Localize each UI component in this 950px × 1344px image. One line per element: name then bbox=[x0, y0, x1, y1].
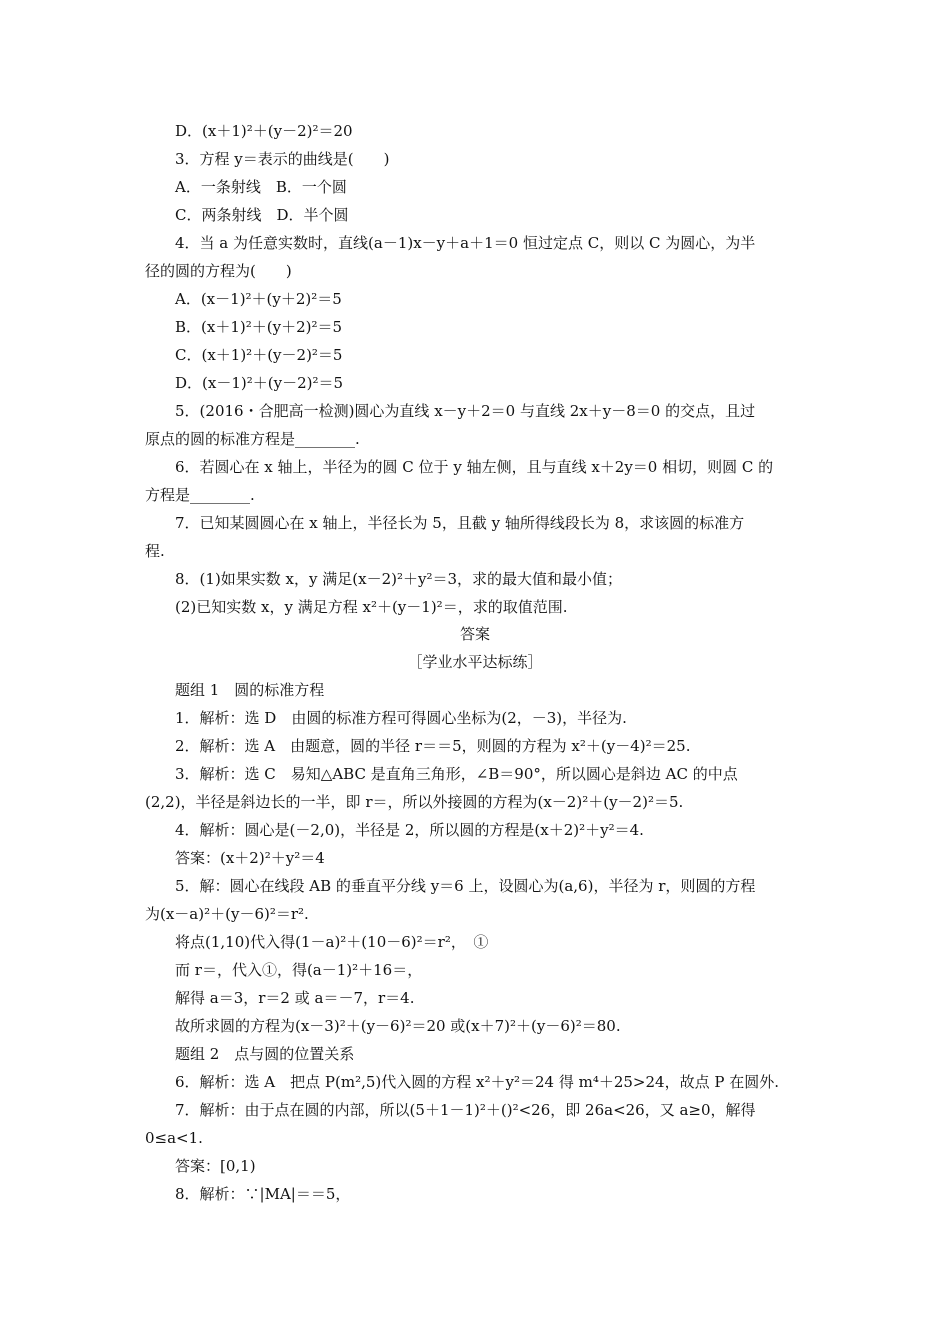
options-q3-cd: C．两条射线 D．半个圆 bbox=[175, 206, 349, 224]
question-7: 7．已知某圆圆心在 x 轴上，半径长为 5，且截 y 轴所得线段长为 8，求该圆的标准方 bbox=[175, 514, 745, 532]
question-3: 3．方程 y＝表示的曲线是( ) bbox=[175, 150, 390, 168]
answer-5-cont: 为(x－a)²＋(y－6)²＝r². bbox=[145, 905, 309, 923]
option-b-q4: B．(x＋1)²＋(y＋2)²＝5 bbox=[175, 318, 343, 336]
answer-5-step2: 而 r＝，代入①，得(a－1)²＋16＝， bbox=[175, 961, 423, 979]
question-7-cont: 程. bbox=[145, 542, 165, 560]
question-6: 6．若圆心在 x 轴上，半径为的圆 C 位于 y 轴左侧，且与直线 x＋2y＝0 相切，则圆 C 的 bbox=[175, 458, 774, 476]
answer-4-result: 答案：(x＋2)²＋y²＝4 bbox=[175, 849, 325, 867]
question-4: 4．当 a 为任意实数时，直线(a－1)x－y＋a＋1＝0 恒过定点 C，则以 C 为圆心，为半 bbox=[175, 234, 756, 252]
answer-5-step1: 将点(1,10)代入得(1－a)²＋(10－6)²＝r²， ① bbox=[175, 933, 489, 951]
answer-7-result: 答案：[0,1) bbox=[175, 1157, 256, 1175]
answer-7: 7．解析：由于点在圆的内部，所以(5＋1－1)²＋()²<26，即 26a<26，又 a≥0，解得 bbox=[175, 1101, 756, 1119]
question-8-part1: 8．(1)如果实数 x，y 满足(x－2)²＋y²＝3，求的最大值和最小值； bbox=[175, 570, 623, 588]
question-8-part2: (2)已知实数 x，y 满足方程 x²＋(y－1)²＝，求的取值范围. bbox=[175, 598, 568, 616]
answer-3-cont: (2,2)，半径是斜边长的一半，即 r＝，所以外接圆的方程为(x－2)²＋(y－2)²＝5. bbox=[145, 793, 684, 811]
option-d-q4: D．(x－1)²＋(y－2)²＝5 bbox=[175, 374, 344, 392]
question-5: 5．(2016・合肥高一检测)圆心为直线 x－y＋2＝0 与直线 2x＋y－8＝0 的交点，且过 bbox=[175, 402, 756, 420]
question-6-cont: 方程是________. bbox=[145, 486, 255, 504]
answer-5-result: 故所求圆的方程为(x－3)²＋(y－6)²＝20 或(x＋7)²＋(y－6)²＝80. bbox=[175, 1017, 621, 1035]
answer-8: 8．解析：∵|MA|＝＝5， bbox=[175, 1185, 351, 1203]
answer-4: 4．解析：圆心是(－2,0)，半径是 2，所以圆的方程是(x＋2)²＋y²＝4. bbox=[175, 821, 644, 839]
options-q3-ab: A．一条射线 B．一个圆 bbox=[175, 178, 347, 196]
answer-1: 1．解析：选 D 由圆的标准方程可得圆心坐标为(2，－3)，半径为. bbox=[175, 709, 627, 727]
answer-2: 2．解析：选 A 由题意，圆的半径 r＝＝5，则圆的方程为 x²＋(y－4)²＝25. bbox=[175, 737, 691, 755]
answer-5-step3: 解得 a＝3，r＝2 或 a＝－7，r＝4. bbox=[175, 989, 415, 1007]
answer-heading: 答案 bbox=[459, 625, 490, 643]
answer-6: 6．解析：选 A 把点 P(m²,5)代入圆的方程 x²＋y²＝24 得 m⁴＋25>24，故点 P 在圆外. bbox=[175, 1073, 779, 1091]
group-2-heading: 题组 2 点与圆的位置关系 bbox=[175, 1045, 355, 1063]
option-a-q4: A．(x－1)²＋(y＋2)²＝5 bbox=[175, 290, 342, 308]
answer-7-cont: 0≤a<1. bbox=[145, 1129, 203, 1147]
option-d-q2: D．(x＋1)²＋(y－2)²＝20 bbox=[175, 122, 353, 140]
question-5-cont: 原点的圆的标准方程是________. bbox=[145, 430, 360, 448]
answer-subheading: ［学业水平达标练］ bbox=[407, 653, 543, 671]
question-4-cont: 径的圆的方程为( ) bbox=[145, 262, 292, 280]
answer-3: 3．解析：选 C 易知△ABC 是直角三角形，∠B＝90°，所以圆心是斜边 AC 的中点 bbox=[175, 765, 738, 783]
option-c-q4: C．(x＋1)²＋(y－2)²＝5 bbox=[175, 346, 343, 364]
group-1-heading: 题组 1 圆的标准方程 bbox=[175, 681, 325, 699]
answer-5: 5．解：圆心在线段 AB 的垂直平分线 y＝6 上，设圆心为(a,6)，半径为 r，则圆的方程 bbox=[175, 877, 756, 895]
